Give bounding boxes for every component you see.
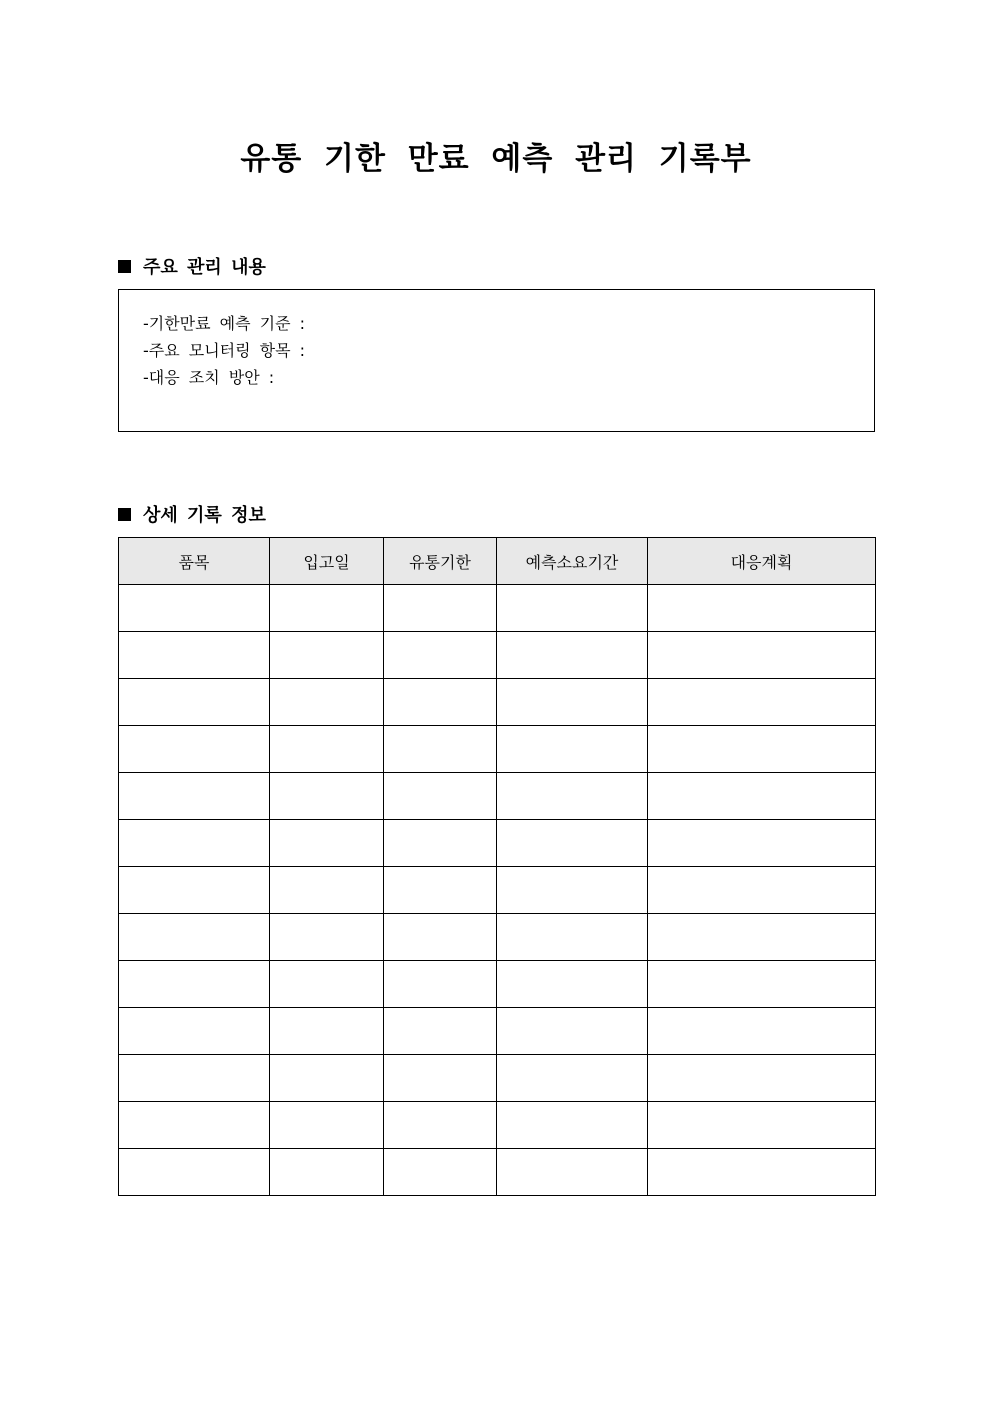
cell-received-date[interactable] — [270, 1102, 384, 1149]
cell-item[interactable] — [119, 585, 270, 632]
cell-expiry-date[interactable] — [384, 585, 497, 632]
cell-predicted-period[interactable] — [497, 632, 648, 679]
cell-response-plan[interactable] — [648, 773, 876, 820]
cell-predicted-period[interactable] — [497, 679, 648, 726]
cell-item[interactable] — [119, 1102, 270, 1149]
cell-response-plan[interactable] — [648, 1149, 876, 1196]
cell-received-date[interactable] — [270, 1149, 384, 1196]
cell-predicted-period[interactable] — [497, 1149, 648, 1196]
table-row — [119, 1008, 876, 1055]
column-header-response-plan: 대응계획 — [648, 538, 876, 585]
cell-expiry-date[interactable] — [384, 961, 497, 1008]
cell-predicted-period[interactable] — [497, 820, 648, 867]
cell-item[interactable] — [119, 1008, 270, 1055]
cell-received-date[interactable] — [270, 961, 384, 1008]
cell-predicted-period[interactable] — [497, 1102, 648, 1149]
records-table — [118, 537, 876, 1196]
cell-expiry-date[interactable] — [384, 1055, 497, 1102]
cell-expiry-date[interactable] — [384, 632, 497, 679]
cell-predicted-period[interactable] — [497, 1008, 648, 1055]
cell-received-date[interactable] — [270, 820, 384, 867]
column-header-item: 품목 — [119, 538, 270, 585]
table-header-row — [119, 538, 876, 585]
section-heading-label: 상세 기록 정보 — [143, 505, 266, 526]
cell-received-date[interactable] — [270, 914, 384, 961]
cell-predicted-period[interactable] — [497, 961, 648, 1008]
table-row — [119, 1102, 876, 1149]
cell-item[interactable] — [119, 773, 270, 820]
cell-response-plan[interactable] — [648, 585, 876, 632]
cell-received-date[interactable] — [270, 773, 384, 820]
section-heading-label: 주요 관리 내용 — [143, 257, 266, 278]
cell-expiry-date[interactable] — [384, 1102, 497, 1149]
section-heading-main-content — [118, 253, 266, 279]
cell-received-date[interactable] — [270, 1008, 384, 1055]
cell-received-date[interactable] — [270, 679, 384, 726]
cell-predicted-period[interactable] — [497, 585, 648, 632]
document-title: 유통 기한 만료 예측 관리 기록부 — [240, 141, 752, 177]
cell-response-plan[interactable] — [648, 1102, 876, 1149]
square-bullet-icon — [118, 508, 131, 521]
cell-item[interactable] — [119, 914, 270, 961]
cell-predicted-period[interactable] — [497, 867, 648, 914]
column-header-received-date: 입고일 — [270, 538, 384, 585]
cell-response-plan[interactable] — [648, 867, 876, 914]
table-row — [119, 820, 876, 867]
cell-received-date[interactable] — [270, 632, 384, 679]
table-row — [119, 914, 876, 961]
monitoring-line: -주요 모니터링 항목 : — [143, 341, 306, 360]
table-row — [119, 632, 876, 679]
cell-response-plan[interactable] — [648, 1008, 876, 1055]
cell-item[interactable] — [119, 726, 270, 773]
table-row — [119, 726, 876, 773]
cell-expiry-date[interactable] — [384, 867, 497, 914]
cell-item[interactable] — [119, 961, 270, 1008]
table-row — [119, 867, 876, 914]
table-row — [119, 679, 876, 726]
table-row — [119, 773, 876, 820]
cell-expiry-date[interactable] — [384, 773, 497, 820]
cell-item[interactable] — [119, 632, 270, 679]
cell-received-date[interactable] — [270, 585, 384, 632]
cell-response-plan[interactable] — [648, 820, 876, 867]
cell-expiry-date[interactable] — [384, 1008, 497, 1055]
cell-predicted-period[interactable] — [497, 914, 648, 961]
response-line: -대응 조치 방안 : — [143, 368, 275, 387]
cell-item[interactable] — [119, 679, 270, 726]
section-heading-detail-records — [118, 501, 266, 527]
cell-predicted-period[interactable] — [497, 726, 648, 773]
cell-expiry-date[interactable] — [384, 679, 497, 726]
table-row — [119, 1055, 876, 1102]
main-content-box[interactable] — [118, 289, 875, 432]
cell-expiry-date[interactable] — [384, 1149, 497, 1196]
square-bullet-icon — [118, 260, 131, 273]
cell-predicted-period[interactable] — [497, 773, 648, 820]
cell-response-plan[interactable] — [648, 726, 876, 773]
table-row — [119, 1149, 876, 1196]
cell-predicted-period[interactable] — [497, 1055, 648, 1102]
cell-response-plan[interactable] — [648, 914, 876, 961]
cell-response-plan[interactable] — [648, 1055, 876, 1102]
cell-response-plan[interactable] — [648, 679, 876, 726]
cell-item[interactable] — [119, 820, 270, 867]
criteria-line: -기한만료 예측 기준 : — [143, 314, 306, 333]
table-body — [119, 585, 876, 1196]
table-row — [119, 961, 876, 1008]
cell-received-date[interactable] — [270, 867, 384, 914]
column-header-expiry-date: 유통기한 — [384, 538, 497, 585]
cell-expiry-date[interactable] — [384, 914, 497, 961]
cell-received-date[interactable] — [270, 726, 384, 773]
cell-response-plan[interactable] — [648, 632, 876, 679]
cell-item[interactable] — [119, 1055, 270, 1102]
cell-response-plan[interactable] — [648, 961, 876, 1008]
cell-received-date[interactable] — [270, 1055, 384, 1102]
cell-item[interactable] — [119, 867, 270, 914]
cell-item[interactable] — [119, 1149, 270, 1196]
column-header-predicted-period: 예측소요기간 — [497, 538, 648, 585]
table-row — [119, 585, 876, 632]
cell-expiry-date[interactable] — [384, 820, 497, 867]
cell-expiry-date[interactable] — [384, 726, 497, 773]
